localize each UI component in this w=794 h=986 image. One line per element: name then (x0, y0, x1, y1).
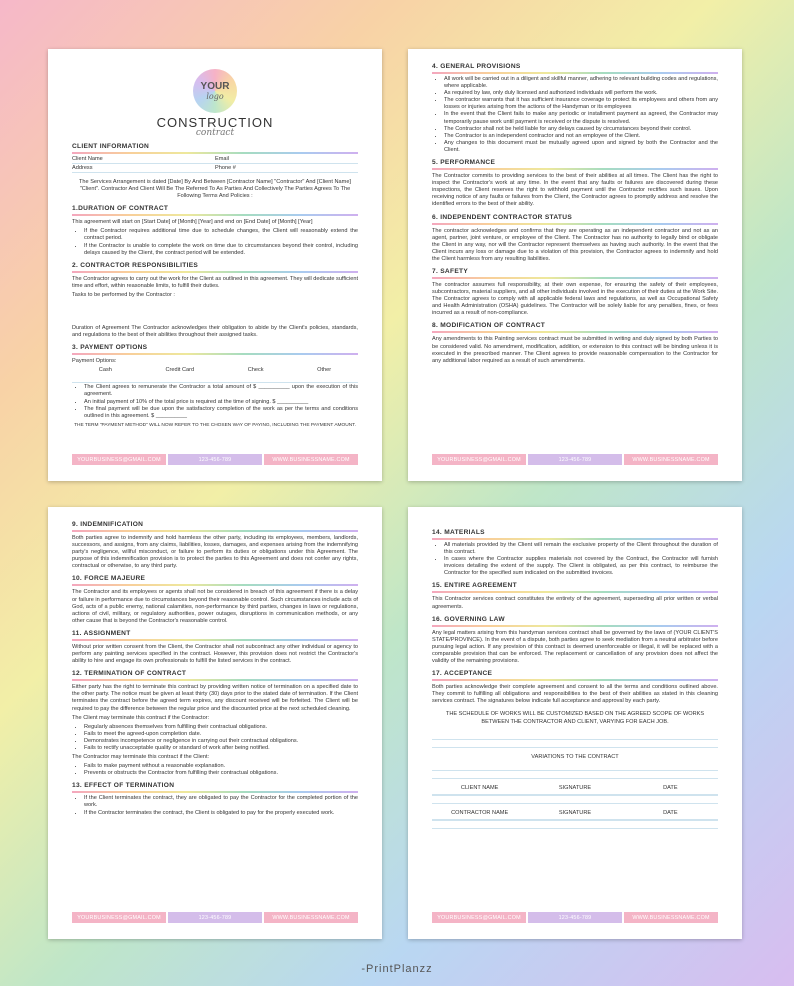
email-field[interactable]: Email (215, 155, 358, 164)
tasks-label: Tasks to be performed by the Contractor : (72, 291, 175, 298)
entire-agreement-text: This Contractor services contract constitutes the entirety of the agreement, superseding all prior written or verbal agreements. (432, 596, 718, 610)
footer-website: WWW.BUSINESSNAME.COM (264, 454, 358, 465)
footer-email: YOURBUSINESS@GMAIL.COM (72, 454, 166, 465)
contractor-name-label[interactable]: CONTRACTOR NAME (432, 810, 527, 821)
list-item: • Fails to make payment without a reasonable explanation. (84, 763, 358, 770)
footer-email: YOURBUSINESS@GMAIL.COM (432, 454, 526, 465)
client-row-1 (72, 155, 358, 164)
schedule-note: THE SCHEDULE OF WORKS WILL BE CUSTOMIZED BASED ON THE AGREED SCOPE OF WORKS BETWEEN THE CONTRACTOR AND CLIENT, VARYING FOR EACH JOB. (445, 711, 705, 725)
list-item: • Fails to rectify unacceptable quality or standard of work after being notified. (84, 745, 358, 752)
materials-list (432, 542, 718, 577)
section-general-provisions: 4. GENERAL PROVISIONS (432, 61, 718, 75)
list-item: • An initial payment of 10% of the total price is required at the time of signing. $ __________ (84, 399, 358, 406)
independent-contractor-text: The contractor acknowledges and confirms that they are operating as an independent contractor and not as an agent, partner, joint venture, or employee of the Client. The Contractor has no authority to legally bind or obligate the Client in any way, nor will the Contractor represent themselves as having such authority. In the event that the Client incurs any loss or damage due to a violation of this provision, the Contractor agrees to indemnify and hold the Client harmless from any resulting liabilities. (432, 227, 718, 262)
section-entire-agreement: 15. ENTIRE AGREEMENT (432, 580, 718, 594)
performance-text: The Contractor commits to providing services to the best of their abilities at all times. The Client has the right to inspect the Contractor's work at any time. In the event that any faults or failures are discovered during these inspections, the Client reserves the right to withhold payment until the Contractor rectifies such issues. Upon receiving notice of any faults or failures from the Client, the Contractor agrees to promptly address and resolve the identified errors to the best of their ability. (432, 173, 718, 208)
footer-bar (432, 912, 718, 923)
governing-law-text: Any legal matters arising from this handyman services contract shall be governed by the laws of (YOUR CLIENT'S STATE/PROVINCE). In the event of a dispute, both parties agree to seek mediation from a neutral arbitrator before pursuing legal action. If any provision of this contract is deemed unenforceable or illegal, it will be replaced with a comparable provision that can be enforced. The replacement or cancellation of any provision does not affect the validity of the remaining provisions. (432, 629, 718, 665)
section-duration: 1.DURATION OF CONTRACT (72, 203, 358, 217)
blank-line[interactable] (432, 732, 718, 740)
assignment-text: Without prior written consent from the Client, the Contractor shall not subcontract any other individual or agency to perform any painting services specified in the contract. However, this provision does not restrict the Contractor's ability to hire and engage its own professionals to fulfill the listed services in the contract. (72, 643, 358, 665)
logo (193, 69, 237, 113)
blank-line[interactable] (432, 763, 718, 771)
payment-option-other[interactable]: Other (317, 367, 332, 374)
list-item: • In the event that the Client fails to make any periodic or installment payment as agreed, the Contractor may temporarily pause work until payment is received or the dispute is resolved. (444, 111, 718, 125)
contractor-date-label[interactable]: DATE (623, 810, 718, 821)
list-item: • If the Client terminates the contract, they are obligated to pay the Contractor for the completed portion of the work. (84, 795, 358, 809)
blank-line[interactable] (432, 740, 718, 748)
section-modification: 8. MODIFICATION OF CONTRACT (432, 320, 718, 334)
force-majeure-text: The Contractor and its employees or agents shall not be considered in breach of this agreement if there is a delay or failure in performance due to circumstances beyond their reasonable control. Such circumstances include acts of God, acts of a public enemy, national calamities, non-performance by third parties, changes in laws or regulations, actions of civil, military, or regulatory authorities, power outages, disruptions in communication methods, or any other cause that is beyond the Contractor's reasonable control. (72, 589, 358, 624)
footer-phone: 123-456-789 (168, 912, 262, 923)
blank-line[interactable] (432, 821, 718, 829)
list-item: • Demonstrates incompetence or negligence in carrying out their contractual obligations. (84, 738, 358, 745)
list-item: • In cases where the Contractor supplies materials not covered by the Contract, the Contractor will furnish invoices detailing the extent of the supply. The Client is obligated, as per this contract, to reimburse the Contractor for the specified sum indicated on the submitted invoices. (444, 556, 718, 577)
phone-field[interactable]: Phone # (215, 164, 358, 173)
contractor-termination-list (72, 763, 358, 777)
contract-page-2 (408, 49, 742, 481)
provisions-list (432, 76, 718, 154)
list-item: • The Client agrees to remunerate the Contractor a total amount of $ __________ upon the execution of this agreement. (84, 384, 358, 398)
client-row-2 (72, 164, 358, 173)
footer-website: WWW.BUSINESSNAME.COM (264, 912, 358, 923)
tasks-blank[interactable] (72, 301, 358, 323)
divider (72, 375, 358, 383)
safety-text: The contractor assumes full responsibility, at their own expense, for ensuring the safety of their employees, subcontractors, material suppliers, and all other individuals involved in the execution of their duties at the Work Site. The Contractor agrees to comply with all applicable federal laws and regulations, as well as Occupational Safety and Health Administration (OSHA) guidelines. The Contractor will be solely liable for any penalties, fines, or fees incurred as a result of non-compliance. (432, 281, 718, 317)
document-subtitle: contract (195, 128, 235, 138)
payment-options-label: Payment Options: (72, 358, 117, 365)
footer-website: WWW.BUSINESSNAME.COM (624, 454, 718, 465)
duration-agreement-text: Duration of Agreement The Contractor acknowledges their obligation to abide by the Client's policies, standards, and regulations to the best of their abilities throughout their assigned tasks. (72, 325, 358, 339)
client-signature-label[interactable]: SIGNATURE (527, 785, 622, 796)
termination-text: Either party has the right to terminate this contract by providing written notice of termination on a specified date to the other party. The notice must be given at least thirty (30) days prior to the stated date of termination. If the Client terminates the contract before the agreed term expires, any discount received will be forfeited. The Client will be required to pay the difference between the regular price and the discounted price at the next scheduled cleaning. (72, 684, 358, 712)
contractor-signature-label[interactable]: SIGNATURE (527, 810, 622, 821)
duration-text: This agreement will start on [Start Date] of [Month] [Year] and end on [End Date] of [Month] [Year] (72, 219, 313, 226)
footer-email: YOURBUSINESS@GMAIL.COM (72, 912, 166, 923)
footer-email: YOURBUSINESS@GMAIL.COM (432, 912, 526, 923)
intro-text: The Services Arrangement is dated [Date] By And Between [Contractor Name] "Contractor" And [Client Name] "Client". Contractor And Client Will Be The Referred To As Parties And Collectively The Parties Agrees To The Following Terms And Policies : (79, 179, 351, 200)
list-item: • All work will be carried out in a diligent and skillful manner, adhering to relevant building codes and regulations, where applicable. (444, 76, 718, 90)
list-item: • As required by law, only duly licensed and authorized individuals will perform the work. (444, 90, 718, 97)
modification-text: Any amendments to this Painting services contract must be submitted in writing and duly signed by both Parties to be considered valid. No amendment, modification, addition, or extension to this contract will be binding unless it is executed in the prescribed manner. The Client agrees to provide reasonable compensation to the Contractor for any additional labor required as a result of such amendments. (432, 336, 718, 364)
logo-text-logo: logo (206, 91, 224, 101)
section-safety: 7. SAFETY (432, 266, 718, 280)
client-date-label[interactable]: DATE (623, 785, 718, 796)
list-item: • If the Contractor is unable to complete the work on time due to circumstances beyond their control, including delays caused by the Client, the contract period will be extended. (84, 243, 358, 257)
brand-watermark: -PrintPlanzz (361, 963, 433, 975)
section-independent-contractor: 6. INDEPENDENT CONTRACTOR STATUS (432, 212, 718, 226)
list-item: • Prevents or obstructs the Contractor from fulfilling their contractual obligations. (84, 770, 358, 777)
payment-list (72, 384, 358, 419)
client-termination-label: The Client may terminate this contract if the Contractor: (72, 714, 210, 721)
effect-list (72, 795, 358, 816)
list-item: • Fails to meet the agreed-upon completion date. (84, 731, 358, 738)
section-force-majeure: 10. FORCE MAJEURE (72, 573, 358, 587)
blank-line[interactable] (432, 796, 718, 804)
footer-bar (72, 454, 358, 465)
footer-bar (72, 912, 358, 923)
list-item: • The Contractor shall not be held liable for any delays caused by circumstances beyond their control. (444, 126, 718, 133)
section-materials: 14. MATERIALS (432, 527, 718, 541)
payment-option-credit-card[interactable]: Credit Card (165, 367, 195, 374)
document-title: CONSTRUCTION (156, 115, 274, 130)
section-effect-of-termination: 13. EFFECT OF TERMINATION (72, 780, 358, 794)
list-item: • All materials provided by the Client will remain the exclusive property of the Client throughout the duration of this contract. (444, 542, 718, 556)
section-indemnification: 9. INDEMNIFICATION (72, 519, 358, 533)
footer-website: WWW.BUSINESSNAME.COM (624, 912, 718, 923)
client-name-field[interactable]: Client Name (72, 155, 215, 164)
payment-option-cash[interactable]: Cash (98, 367, 112, 374)
payment-note: THE TERM "PAYMENT METHOD" WILL NOW REFER TO THE CHOSEN WAY OF PAYING, INCLUDING THE PAYMENT AMOUNT. (74, 422, 356, 428)
section-client-information: CLIENT INFORMATION (72, 141, 358, 155)
logo-text-your: YOUR (200, 80, 230, 92)
footer-phone: 123-456-789 (528, 912, 622, 923)
section-governing-law: 16. GOVERNING LAW (432, 614, 718, 628)
list-item: • The final payment will be due upon the satisfactory completion of the work as per the terms and conditions outlined in this agreement. $ __________ (84, 406, 358, 420)
footer-bar (432, 454, 718, 465)
contract-page-3 (48, 507, 382, 939)
acceptance-text: Both parties acknowledge their complete agreement and consent to all the terms and conditions outlined above. They commit to fulfilling all obligations and responsibilities to the best of their abilities as stated in this cleaning services contract. The signatures below indicate full acceptance and approval by each party. (432, 684, 718, 705)
contractor-signature-row (432, 810, 718, 821)
client-signature-row (432, 785, 718, 796)
payment-options (72, 367, 358, 373)
list-item: • The contractor warrants that it has sufficient insurance coverage to protect its employees and others from any losses or injuries arising from the actions of the Handyman or its employees (444, 97, 718, 111)
responsibilities-text: The Contractor agrees to carry out the work for the Client as outlined in this agreement. They will dedicate sufficient time and effort, within reasonable limits, to fulfill their duties. (72, 275, 358, 289)
duration-list (72, 228, 358, 256)
footer-phone: 123-456-789 (168, 454, 262, 465)
section-acceptance: 17. ACCEPTANCE (432, 668, 718, 682)
client-name-label[interactable]: CLIENT NAME (432, 785, 527, 796)
payment-option-check[interactable]: Check (247, 367, 264, 374)
list-item: • If the Contractor terminates the contract, the Client is obligated to pay for the properly executed work. (84, 810, 358, 817)
section-performance: 5. PERFORMANCE (432, 157, 718, 171)
indemnification-text: Both parties agree to indemnify and hold harmless the other party, including its employees, members, landlords, successors, and assigns, from any claims, liabilities, losses, damages, and expenses arising from the indemnifying party's negligence, willful misconduct, or failure to perform its duties or obligations under this Agreement. The purpose of this indemnification provision is to protect the parties to this Agreement and does not confer any rights, contractual or otherwise, to any third party. (72, 535, 358, 570)
address-field[interactable]: Address (72, 164, 215, 173)
section-responsibilities: 2. CONTRACTOR RESPONSIBILITIES (72, 260, 358, 274)
section-payment: 3. PAYMENT OPTIONS (72, 342, 358, 356)
client-termination-list (72, 724, 358, 752)
section-assignment: 11. ASSIGNMENT (72, 628, 358, 642)
blank-line[interactable] (432, 771, 718, 779)
list-item: • Regularly absences themselves from fulfilling their contractual obligations. (84, 724, 358, 731)
variations-label: VARIATIONS TO THE CONTRACT (531, 753, 619, 760)
contract-page-4 (408, 507, 742, 939)
footer-phone: 123-456-789 (528, 454, 622, 465)
list-item: • Any changes to this document must be mutually agreed upon and signed by both the Contractor and the Client. (444, 140, 718, 154)
section-termination: 12. TERMINATION OF CONTRACT (72, 668, 358, 682)
contractor-termination-label: The Contractor may terminate this contract if the Client: (72, 754, 210, 761)
list-item: • The Contractor is an independent contractor and not an employee of the Client. (444, 133, 718, 140)
list-item: • If the Contractor requires additional time due to schedule changes, the Client will reasonably extend the contract period. (84, 228, 358, 242)
contract-page-1 (48, 49, 382, 481)
